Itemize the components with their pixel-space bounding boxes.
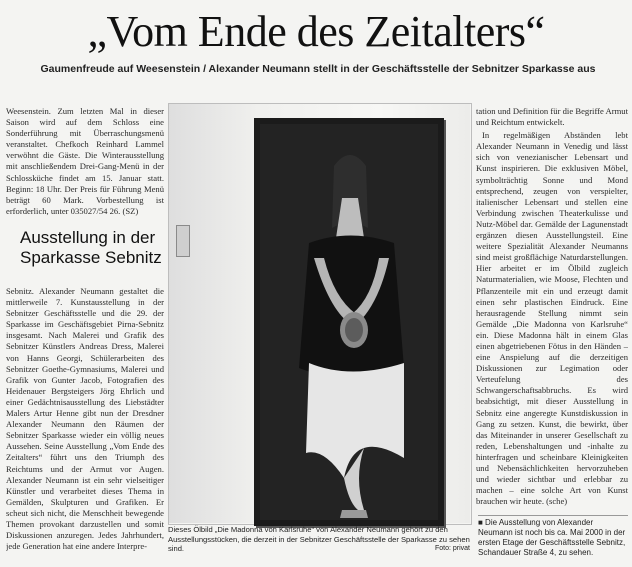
light-switch-graphic [176, 225, 190, 257]
exhibition-info-box: ■ Die Ausstellung von Alexander Neumann ist noch bis ca. Mai 2000 in der ersten Etage der Geschäftsstelle Sebnitz, Schandauer Straße 4, zu sehen. [478, 515, 628, 558]
subheadline: Gaumenfreude auf Weesenstein / Alexander Neumann stellt in der Geschäftsstelle der Sebnitzer Sparkasse aus [40, 63, 596, 75]
headline: „Vom Ende des Zeitalters“ [87, 7, 545, 56]
article-left-column [6, 286, 164, 562]
article-right-column [476, 106, 628, 506]
article-paragraph: Sebnitz. Alexander Neumann gestaltet die mittlerweile 7. Kunstausstellung in der Sebnitzer Geschäftsstelle und die 29. der Sparkasse im Geschäftsgebiet Pirna-Sebnitz insgesamt. Nach Malerei und Grafik des Sebnitzer Künstlers Andreas Dress, Malerei von Hanns Georgi, Schülerarbeiten des Sebnitzer Goethe-Gymnasiums, Malerei und Grafik von Gunter Jacob, Fotografien des Heidenauer Bergsteigers Jörg Ehrlich und einer Gedächtnisausstellung des Liebstädter Malers Artur Henne gibt nun der Dresdner Alexander Neumann den Räumen der Sebnitzer Sparkasse wieder ein völlig neues Aussehen. Seine Ausstellung „Vom Ende des Zeitalters“ führt uns den Triumph des Reichtums und der Armut vor Augen. Alexander Neumann ist ein sehr vielseitiger Künstler und verarbeitet dieses Thema in Gemälden, Skulpturen und Grafiken. Er scheut sich nicht, die Menschheit bewegende Themen provokant darzustellen und somit Diskussionen anzuregen. Jedes Jahrhundert, jede Generation hat eine andere Interpre- [6, 286, 164, 552]
intro-notice-text: Weesenstein. Zum letzten Mal in dieser Saison wird auf dem Schloss eine Sonderführung mit Überraschungsmenü veranstaltet. Chefkoch Reinhard Lammel verwöhnt die Gäste. Die Winterausstellung mit anschließendem Drei-Gang-Menü in der Schlossküche findet am 15. Januar statt. Beginn: 18 Uhr. Der Preis für Führung Menü beträgt 60 Mark. Vorbestellung ist erforderlich, unter 035027/54 26. (SZ) [6, 106, 164, 216]
madonna-painting-photo [254, 118, 444, 526]
photo-caption [168, 525, 470, 554]
section-heading: Ausstellung in der Sparkasse Sebnitz [20, 228, 162, 267]
article-paragraph: tation und Definition für die Begriffe Armut und Reichtum entwickelt. [476, 106, 628, 128]
caption-text: Dieses Ölbild „Die Madonna von Karlsruhe“ von Alexander Neumann gehört zu den Ausstellungsstücken, die derzeit in der Sebnitzer Geschäftsstelle der Sparkasse zu sehen sind. [168, 525, 470, 554]
article-paragraph: In regelmäßigen Abständen lebt Alexander Neumann in Venedig und lässt sich von venezianischer Lebensart und Kunst inspirieren. Die exklusiven Möbel, symbolträchtig Sonne und Mond entsprechend, zeugen von verspielter, italienischer Lebensart und stellen eine Verbindung zwischen Theaterkulisse und Nutz-Möbel dar. Gemälde der Lagunenstadt ergänzen diesen Ausstellungsteil. Eine weitere Spezialität Alexander Neumanns sind meist großflächige Naturdarstellungen. Hier arbeitet er im Ölbild zugleich Naturmaterialien, wie Moose, Flechten und Pflanzenteile mit ein und erzeugt damit einen sehr plastischen Eindruck. Eine herausragende Stellung nimmt sein Gemälde „Die Madonna von Karlsruhe“ ein. Diese Madonna hält in einem Glas einen abgetriebenen Fötus in den Händen – eine Anspielung auf die derzeitigen Diskussionen zur Legimation oder Verteufelung des Schwangerschaftsabbruchs. Es wird beabsichtigt, mit dieser Ausstellung in Sebnitz eine angeregte Kunstdiskussion in Gang zu setzen. Kunst, die bewirkt, über das Miteinander in unserer Gesellschaft zu reden, Lebenshaltungen und -inhalte zu hinterfragen und scheinbare Kleinigkeiten und Nebensächlichkeiten hervorzuheben und wieder sichtbar und erlebbar zu machen – eine solche Art von Kunst brauchen wir heute. (sche) [476, 130, 628, 506]
photo-credit: Foto: privat [434, 545, 470, 553]
intro-notice-column [6, 106, 164, 224]
madonna-painting-graphic [254, 118, 444, 526]
